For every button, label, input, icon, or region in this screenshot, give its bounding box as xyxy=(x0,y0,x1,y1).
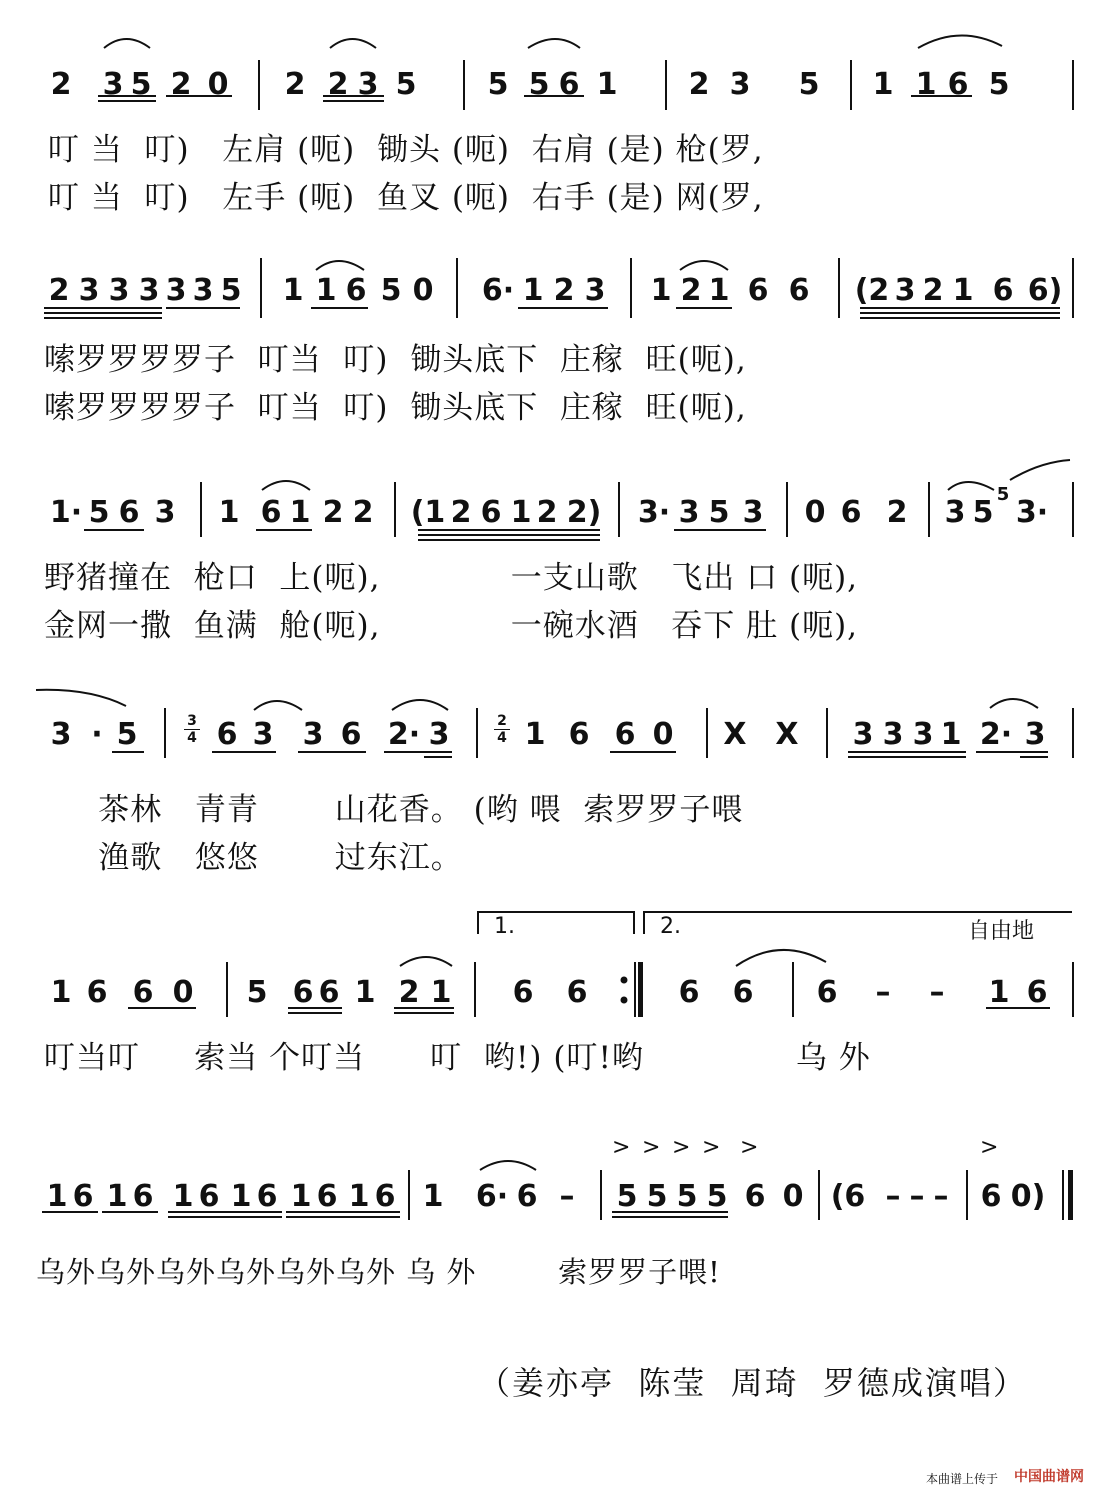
note: 5 xyxy=(988,67,1010,102)
note: 6 xyxy=(86,975,108,1010)
note: 3 xyxy=(108,273,130,308)
note: 3 xyxy=(1024,717,1046,752)
note: 1 xyxy=(952,273,974,308)
note: 1 xyxy=(524,717,546,752)
note: 2 xyxy=(922,273,944,308)
note: 5 xyxy=(616,1179,638,1214)
note: 6 xyxy=(345,273,367,308)
lyric-verse-1: 叮当叮 索当 个叮当 叮 哟!) (叮!哟 乌 外 xyxy=(44,1040,871,1076)
note: – xyxy=(909,1179,925,1214)
note: 3· xyxy=(1015,495,1049,530)
note: 6 xyxy=(480,495,502,530)
note: 6 xyxy=(947,67,969,102)
note: 6 xyxy=(198,1179,220,1214)
note: 1 xyxy=(289,495,311,530)
svg-text:>: > xyxy=(612,1135,631,1160)
note: 1 xyxy=(510,495,532,530)
note: 1 xyxy=(522,273,544,308)
note: 6 xyxy=(340,717,362,752)
grace-note: 5 xyxy=(996,484,1010,505)
note: 2 xyxy=(553,273,575,308)
note: 2 xyxy=(450,495,472,530)
svg-text:>: > xyxy=(672,1135,691,1160)
note: 6) xyxy=(1027,273,1063,308)
note: 6 xyxy=(840,495,862,530)
time-signature-2-4: 2 4 xyxy=(494,714,510,745)
note: 1 xyxy=(348,1179,370,1214)
volta-2-label: 2. xyxy=(660,914,681,939)
note: 6 xyxy=(72,1179,94,1214)
note: 1 xyxy=(915,67,937,102)
note: 2· xyxy=(979,717,1013,752)
note: 1 xyxy=(708,273,730,308)
note: 3 xyxy=(894,273,916,308)
lyric-verse-2: 嗦罗罗罗罗子 叮当 叮) 锄头底下 庄稼 旺(呃), xyxy=(44,390,747,426)
note: 5 xyxy=(708,495,730,530)
note: 6 xyxy=(512,975,534,1010)
note: 6 xyxy=(744,1179,766,1214)
note: 3 xyxy=(165,273,187,308)
note: 1 xyxy=(290,1179,312,1214)
note: 3 xyxy=(742,495,764,530)
lyric-verse-1: 叮 当 叮) 左肩 (呃) 锄头 (呃) 右肩 (是) 枪(罗, xyxy=(48,132,764,168)
note: 3 xyxy=(192,273,214,308)
note: 3· xyxy=(637,495,671,530)
note: 5 xyxy=(798,67,820,102)
note: X xyxy=(775,717,799,752)
note: 3 xyxy=(154,495,176,530)
note: 3 xyxy=(584,273,606,308)
note: 6 xyxy=(747,273,769,308)
note: 2· xyxy=(387,717,421,752)
note: – xyxy=(933,1179,949,1214)
note: 3 xyxy=(357,67,379,102)
note: 2 xyxy=(327,67,349,102)
note: – xyxy=(875,975,891,1010)
note: 1 xyxy=(940,717,962,752)
note: 3 xyxy=(102,67,124,102)
note: 5 xyxy=(487,67,509,102)
note: 3 xyxy=(78,273,100,308)
svg-text:>: > xyxy=(642,1135,661,1160)
note: 3 xyxy=(729,67,751,102)
note: (1 xyxy=(410,495,446,530)
note: 3 xyxy=(882,717,904,752)
note: 1 xyxy=(872,67,894,102)
note: 5 xyxy=(130,67,152,102)
note: 1 xyxy=(422,1179,444,1214)
note: 2 xyxy=(688,67,710,102)
note: 5 xyxy=(972,495,994,530)
note: 5 xyxy=(528,67,550,102)
note: 0 xyxy=(804,495,826,530)
note: 3 xyxy=(428,717,450,752)
svg-text:>: > xyxy=(980,1135,999,1160)
note: 0 xyxy=(652,717,674,752)
note: 2 xyxy=(886,495,908,530)
note: 3 xyxy=(50,717,72,752)
note: 3 xyxy=(138,273,160,308)
footer-upload-note: 本曲谱上传于 xyxy=(926,1472,999,1486)
note: 2) xyxy=(566,495,602,530)
note: 6 xyxy=(566,975,588,1010)
note: 5 xyxy=(706,1179,728,1214)
note: (2 xyxy=(854,273,890,308)
lyric-verse-1: 野猪撞在 枪口 上(呃), 一支山歌 飞出 口 (呃), xyxy=(44,560,859,596)
note: 1 xyxy=(282,273,304,308)
note: 3 xyxy=(912,717,934,752)
note: 6 xyxy=(260,495,282,530)
note: 1 xyxy=(596,67,618,102)
note: 6 xyxy=(732,975,754,1010)
note: 3 xyxy=(252,717,274,752)
note: 6 xyxy=(816,975,838,1010)
note: 5 xyxy=(646,1179,668,1214)
note: 2 xyxy=(398,975,420,1010)
note: 3 xyxy=(852,717,874,752)
note: 1 xyxy=(430,975,452,1010)
note: 6 xyxy=(980,1179,1002,1214)
note: 6· xyxy=(481,273,515,308)
performer-credit: （姜亦亭 陈莹 周琦 罗德成演唱） xyxy=(478,1364,1028,1402)
note: 1 xyxy=(988,975,1010,1010)
note: 5 xyxy=(220,273,242,308)
svg-text:>: > xyxy=(740,1135,759,1160)
note: 6 xyxy=(316,1179,338,1214)
note: 1 xyxy=(354,975,376,1010)
note: 6 xyxy=(678,975,700,1010)
note: 2 xyxy=(680,273,702,308)
note: 6 xyxy=(216,717,238,752)
note: 6 xyxy=(558,67,580,102)
note: 0) xyxy=(1010,1179,1046,1214)
note: 1 xyxy=(650,273,672,308)
note: 6· xyxy=(475,1179,509,1214)
note: 2 xyxy=(284,67,306,102)
note: 5 xyxy=(395,67,417,102)
note: 6 xyxy=(374,1179,396,1214)
lyric-verse-1: 嗦罗罗罗罗子 叮当 叮) 锄头底下 庄稼 旺(呃), xyxy=(44,342,747,378)
note: · xyxy=(91,717,103,752)
note: 6 xyxy=(118,495,140,530)
note: 6 xyxy=(992,273,1014,308)
note: 0 xyxy=(782,1179,804,1214)
note: 6 xyxy=(614,717,636,752)
note: 5 xyxy=(246,975,268,1010)
note: 5 xyxy=(116,717,138,752)
note: 3 xyxy=(302,717,324,752)
note: 5 xyxy=(676,1179,698,1214)
time-signature-3-4: 3 4 xyxy=(184,714,200,745)
footer-brand-logo: 中国曲谱网 xyxy=(1014,1469,1084,1485)
note: 1 xyxy=(315,273,337,308)
note: 2 xyxy=(48,273,70,308)
note: – xyxy=(559,1179,575,1214)
lyric-verse-2: 渔歌 悠悠 过东江。 xyxy=(44,840,463,876)
note: 3 xyxy=(678,495,700,530)
note: 2 xyxy=(50,67,72,102)
lyric-verse-2: 叮 当 叮) 左手 (呃) 鱼叉 (呃) 右手 (是) 网(罗, xyxy=(48,180,764,216)
note: 2 xyxy=(536,495,558,530)
note: – xyxy=(885,1179,901,1214)
note: 6 xyxy=(292,975,314,1010)
note: 6 xyxy=(568,717,590,752)
note: (6 xyxy=(830,1179,866,1214)
note: 1 xyxy=(46,1179,68,1214)
note: 0 xyxy=(172,975,194,1010)
note: 1 xyxy=(172,1179,194,1214)
lyric-verse-2: 金网一撒 鱼满 舱(呃), 一碗水酒 吞下 肚 (呃), xyxy=(44,608,859,644)
note: 0 xyxy=(207,67,229,102)
lyric-verse-1: 乌外乌外乌外乌外乌外乌外 乌 外 索罗罗子喂! xyxy=(36,1255,721,1289)
note: 6 xyxy=(132,975,154,1010)
tempo-marking: 自由地 xyxy=(968,919,1035,944)
note: – xyxy=(929,975,945,1010)
lyric-verse-1: 茶林 青青 山花香。 (哟 喂 索罗罗子喂 xyxy=(44,792,744,828)
note: 6 xyxy=(788,273,810,308)
note: X xyxy=(723,717,747,752)
note: 5 xyxy=(88,495,110,530)
note: 1 xyxy=(106,1179,128,1214)
svg-text:>: > xyxy=(702,1135,721,1160)
note: 0 xyxy=(412,273,434,308)
note: 1 xyxy=(230,1179,252,1214)
note: 1 xyxy=(218,495,240,530)
note: 5 xyxy=(380,273,402,308)
note: 6 xyxy=(256,1179,278,1214)
note: 6 xyxy=(132,1179,154,1214)
note: 1 xyxy=(50,975,72,1010)
note: 6 xyxy=(318,975,340,1010)
note: 6 xyxy=(516,1179,538,1214)
note: 2 xyxy=(170,67,192,102)
note: 2 xyxy=(322,495,344,530)
volta-1-label: 1. xyxy=(494,914,515,939)
note: 1· xyxy=(49,495,83,530)
note: 3 xyxy=(944,495,966,530)
note: 6 xyxy=(1026,975,1048,1010)
note: 2 xyxy=(352,495,374,530)
